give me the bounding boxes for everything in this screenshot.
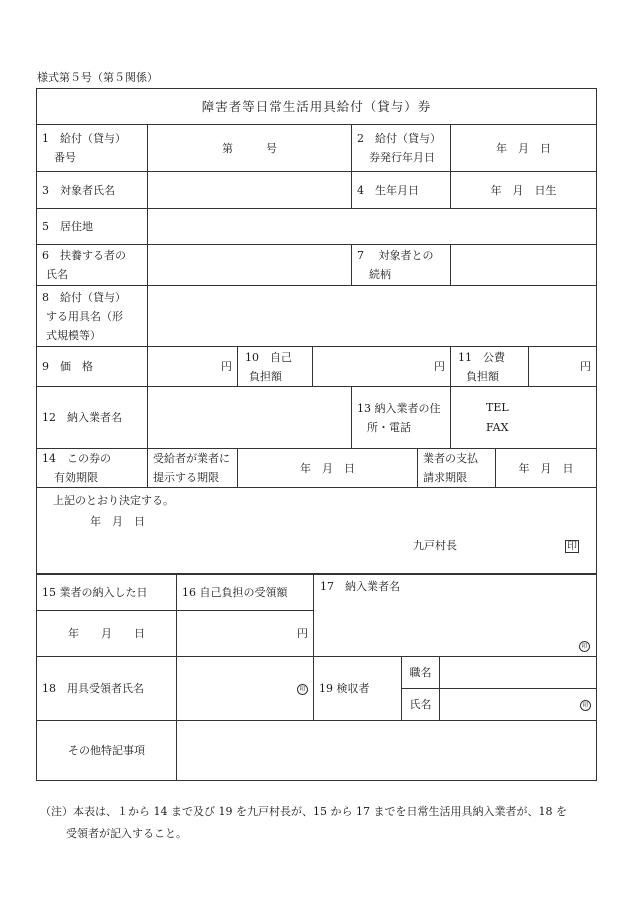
supplier-address-value[interactable]: TEL FAX <box>451 387 597 449</box>
seal-icon: 印 <box>580 700 591 711</box>
grant-number-value[interactable]: 第 号 <box>148 125 352 172</box>
price-label: 9 価 格 <box>37 347 148 387</box>
address-value[interactable] <box>148 209 597 245</box>
main-form-table <box>36 88 597 575</box>
decision-section <box>37 488 597 575</box>
inspector-post-label: 職名 <box>402 657 440 689</box>
remarks-value[interactable] <box>177 721 597 781</box>
form-title: 障害者等日常生活用具給付（貸与）券 <box>37 89 597 125</box>
decision-text: 上記のとおり決定する。 <box>53 494 174 507</box>
seal-stamp-icon: 印 <box>567 541 577 552</box>
equipment-name-value[interactable] <box>148 286 597 347</box>
received-amount-value[interactable]: 円 <box>177 611 314 657</box>
recipient-name-label: 18 用具受領者氏名 <box>37 657 177 721</box>
birth-date-label: 4 生年月日 <box>352 172 451 209</box>
seal-icon: 印 <box>297 684 308 695</box>
seal-icon: 印 <box>579 636 590 655</box>
supplier-name-label-2: 17 納入業者名 <box>320 580 400 593</box>
billing-deadline-label: 業者の支払 請求期限 <box>418 449 496 488</box>
supplier-name-label: 12 納入業者名 <box>37 387 148 449</box>
mayor-label: 九戸村長 <box>413 539 457 552</box>
present-deadline-value[interactable]: 年 月 日 <box>238 449 418 488</box>
inspector-post-value[interactable] <box>440 657 597 689</box>
equipment-name-label: 8 給付（貸与） する用具名（形 式規模等） <box>37 286 148 347</box>
footnote: （注）本表は、１から 14 まで及び 19 を九戸村長が、15 から 17 までを日常生活用具納入業者が、18 を 受領者が記入すること。 <box>40 805 567 840</box>
supplier-address-label: 13 納入業者の住 所・電話 <box>352 387 451 449</box>
grant-number-label: 1 給付（貸与） 番号 <box>37 125 148 172</box>
guardian-name-value[interactable] <box>148 245 352 286</box>
birth-date-value[interactable]: 年 月 日生 <box>451 172 597 209</box>
inspector-name-value[interactable] <box>440 689 597 721</box>
billing-deadline-value[interactable]: 年 月 日 <box>496 449 597 488</box>
delivery-date-label: 15 業者の納入した日 <box>37 574 177 611</box>
inspector-label: 19 検収者 <box>314 657 402 721</box>
remarks-label: その他特記事項 <box>37 721 177 781</box>
relationship-label: 7 対象者との 続柄 <box>352 245 451 286</box>
delivery-table <box>36 573 597 781</box>
public-pay-value[interactable]: 円 <box>529 347 597 387</box>
present-deadline-label: 受給者が業者に 提示する期限 <box>148 449 238 488</box>
self-pay-label: 10 自己 負担額 <box>238 347 313 387</box>
target-name-label: 3 対象者氏名 <box>37 172 148 209</box>
self-pay-value[interactable]: 円 <box>313 347 451 387</box>
guardian-name-label: 6 扶養する者の 氏名 <box>37 245 148 286</box>
relationship-value[interactable] <box>451 245 597 286</box>
received-amount-label: 16 自己負担の受領額 <box>177 574 314 611</box>
delivery-date-value[interactable]: 年 月 日 <box>37 611 177 657</box>
target-name-value[interactable] <box>148 172 352 209</box>
supplier-name-value[interactable] <box>148 387 352 449</box>
decision-date[interactable]: 年 月 日 <box>90 515 145 528</box>
price-value[interactable]: 円 <box>148 347 238 387</box>
public-pay-label: 11 公費 負担額 <box>451 347 529 387</box>
form-number: 様式第５号（第５関係） <box>37 71 158 84</box>
issue-date-value[interactable]: 年 月 日 <box>451 125 597 172</box>
issue-date-label: 2 給付（貸与） 券発行年月日 <box>352 125 451 172</box>
supplier-sign-section <box>314 574 597 657</box>
recipient-name-value[interactable] <box>177 657 314 721</box>
inspector-name-label: 氏名 <box>402 689 440 721</box>
address-label: 5 居住地 <box>37 209 148 245</box>
validity-label: 14 この券の 有効期限 <box>37 449 148 488</box>
